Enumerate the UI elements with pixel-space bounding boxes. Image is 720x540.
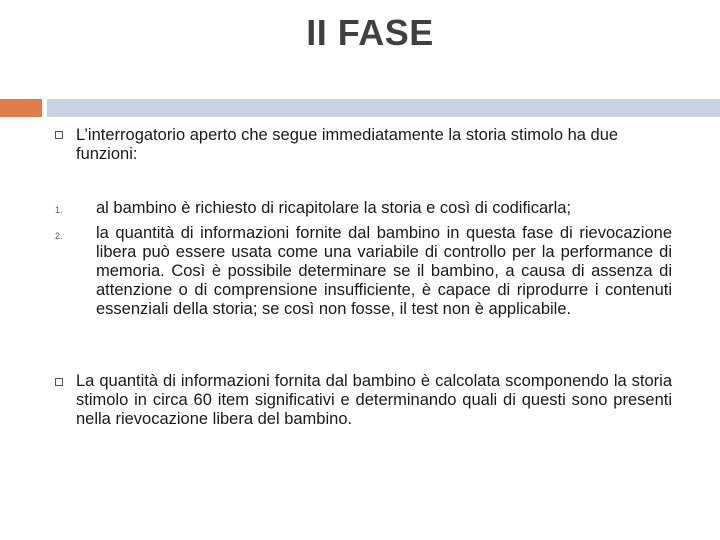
list-item-text: al bambino è richiesto di ricapitolare la storia e così di codificarla; xyxy=(96,199,572,217)
list-number: 1. xyxy=(55,205,63,215)
square-bullet-icon xyxy=(55,378,63,386)
square-bullet-icon xyxy=(55,131,63,139)
closing-paragraph: La quantità di informazioni fornita dal bambino è calcolata scomponendo la storia stimolo in circa 60 item significativi e determinando quali di questi sono presenti nella rievocazione libera del bambino. xyxy=(76,372,672,428)
slide-title: II FASE xyxy=(306,12,434,53)
list-item-text: la quantità di informazioni fornite dal bambino in questa fase di rievocazione libera può essere usata come una variabile di controllo per la performance di memoria. Così è possibile determinare se il bambino, a causa di assenza di attenzione o di comprensione insufficiente, è capace di riprodurre i contenuti essenziali della storia; se così non fosse, il test non è applicabile. xyxy=(96,224,672,318)
list-number: 2. xyxy=(55,231,63,241)
intro-paragraph: L’interrogatorio aperto che segue immediatamente la storia stimolo ha due funzioni: xyxy=(76,126,619,163)
